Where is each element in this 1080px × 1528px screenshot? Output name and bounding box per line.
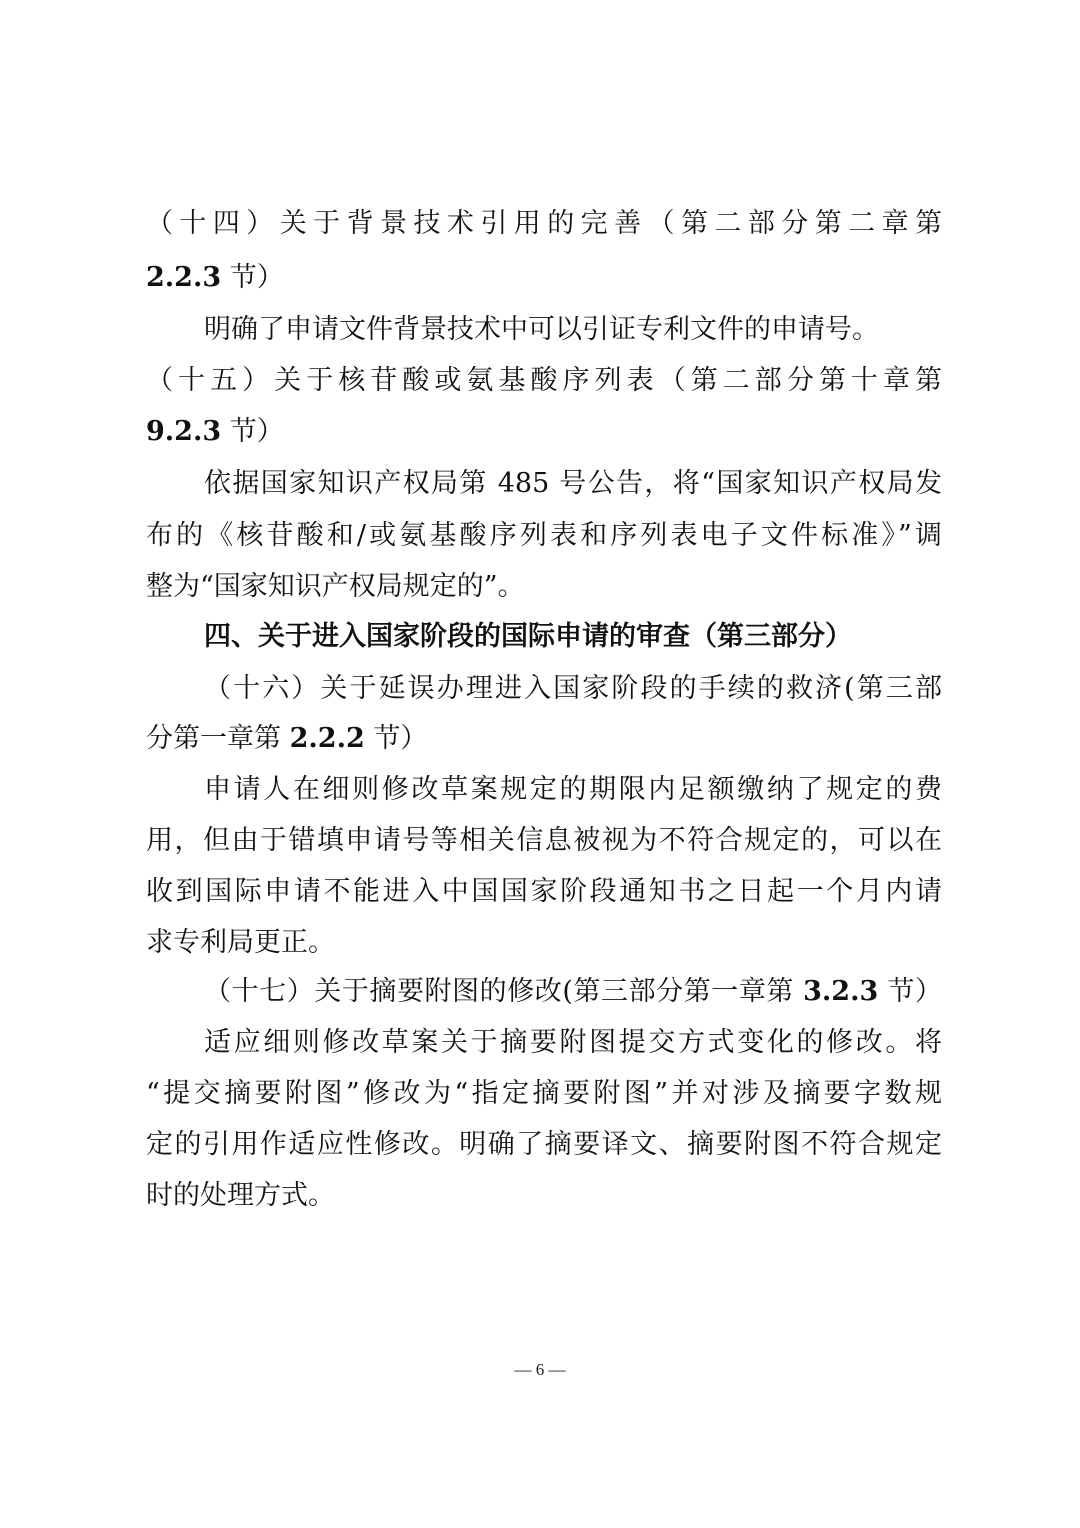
section-15-heading-line1: （十五）关于核苷酸或氨基酸序列表（第二部分第十章第 <box>146 365 942 396</box>
section-14-heading-line2 <box>146 258 1080 298</box>
section-16-body-line3: 收到国际申请不能进入中国国家阶段通知书之日起一个月内请 <box>146 876 942 907</box>
section-16-body-line4: 求专利局更正。 <box>146 927 335 958</box>
section-prefix: 分第一章第 <box>146 723 290 754</box>
part-four-heading: 四、关于进入国家阶段的国际申请的审查（第三部分） <box>204 621 852 652</box>
section-prefix: （十七）关于摘要附图的修改(第三部分第一章第 <box>204 976 804 1007</box>
section-suffix: 节） <box>221 416 284 447</box>
section-16-heading-line1: （十六）关于延误办理进入国家阶段的手续的救济(第三部 <box>204 673 942 704</box>
section-14-heading-line1: （十四）关于背景技术引用的完善（第二部分第二章第 <box>146 208 942 239</box>
section-17-heading <box>204 972 942 1012</box>
section-15-body-line3: 整为“国家知识产权局规定的”。 <box>146 571 525 602</box>
section-16-body-line2: 用，但由于错填申请号等相关信息被视为不符合规定的，可以在 <box>146 825 942 856</box>
section-suffix: 节） <box>878 976 942 1007</box>
section-number: 2.2.2 <box>289 723 365 754</box>
section-number: 9.2.3 <box>146 416 222 447</box>
section-15-heading-line2 <box>146 412 1080 452</box>
section-15-body-line1: 依据国家知识产权局第 485 号公告，将“国家知识产权局发 <box>204 468 942 499</box>
section-number: 2.2.3 <box>146 262 222 293</box>
section-suffix: 节） <box>364 723 428 754</box>
page-number: — 6 — <box>514 1360 566 1379</box>
section-number: 3.2.3 <box>803 976 879 1007</box>
section-17-body-line3: 定的引用作适应性修改。明确了摘要译文、摘要附图不符合规定 <box>146 1129 942 1160</box>
section-17-body-line1: 适应细则修改草案关于摘要附图提交方式变化的修改。将 <box>204 1027 942 1058</box>
section-14-body-line1: 明确了申请文件背景技术中可以引证专利文件的申请号。 <box>204 314 879 345</box>
section-16-heading-line2 <box>146 719 1080 759</box>
section-17-body-line2: “提交摘要附图”修改为“指定摘要附图”并对涉及摘要字数规 <box>146 1078 942 1109</box>
section-suffix: 节） <box>221 262 284 293</box>
section-16-body-line1: 申请人在细则修改草案规定的期限内足额缴纳了规定的费 <box>204 774 942 805</box>
section-15-body-line2: 布的《核苷酸和/或氨基酸序列表和序列表电子文件标准》”调 <box>146 520 942 551</box>
section-17-body-line4: 时的处理方式。 <box>146 1180 335 1211</box>
